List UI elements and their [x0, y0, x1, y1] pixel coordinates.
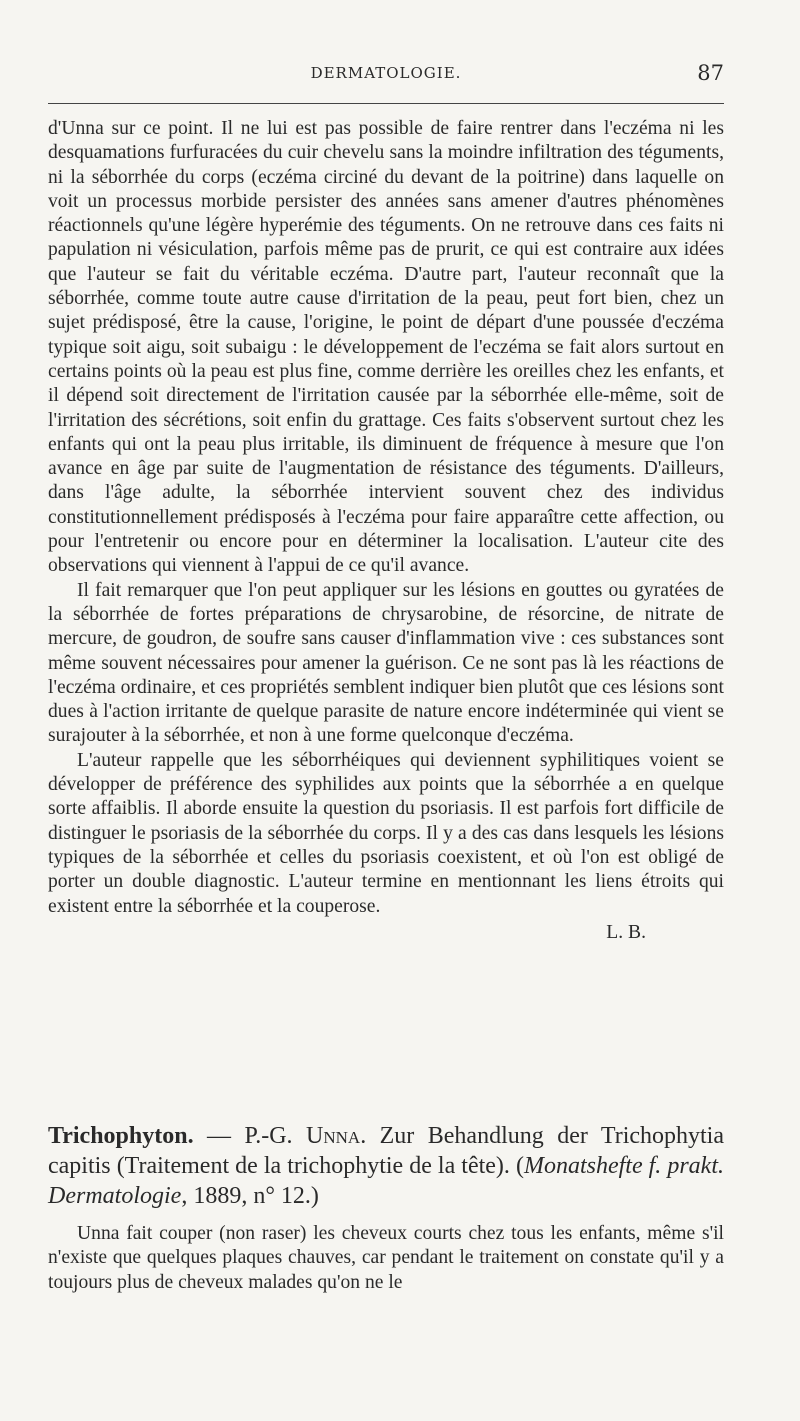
paragraph: d'Unna sur ce point. Il ne lui est pas possible de faire rentrer dans l'eczéma ni les desquamations furfuracées du cuir chevelu sans la moindre infiltration des téguments, ni la séborrhée du corps (eczéma circiné du devant de la poitrine) dans laquelle on voit un processus morbide persister des années sans amener d'autres phénomènes réactionnels qu'une légère hyperémie des téguments. On ne retrouve dans ces faits ni papulation ni vésiculation, parfois même pas de prurit, ce qui est contraire aux idées que l'auteur se fait du véritable eczéma. D'autre part, l'auteur reconnaît que la séborrhée, comme toute autre cause d'irritation de la peau, peut fort bien, chez un sujet prédisposé, être la cause, l'origine, le point de départ d'une poussée d'eczéma typique soit aigu, soit subaigu : le développement de l'eczéma se fait alors surtout en certains points où la peau est plus fine, comme derrière les oreilles chez les enfants, et il dépend soit directement de l'irritation causée par la séborrhée elle-même, soit de l'irritation des sécrétions, soit enfin du grattage. Ces faits s'observent surtout chez les enfants qui ont la peau plus irritable, ils diminuent de fréquence à mesure que l'on avance en âge par suite de l'augmentation de résistance des téguments. D'ailleurs, dans l'âge adulte, la séborrhée intervient souvent chez des individus constitutionnellement prédisposés à l'eczéma pour faire apparaître cette affection, ou pour l'entretenir ou encore pour en déterminer la localisation. L'auteur cite des observations qui viennent à l'appui de ce qu'il avance.: [48, 118, 724, 577]
running-title: DERMATOLOGIE.: [310, 64, 462, 82]
article-text: [48, 1222, 724, 1295]
paragraph: Il fait remarquer que l'on peut appliquer sur les lésions en gouttes ou gyratées de la séborrhée de fortes préparations de chrysarobine, de résorcine, de nitrate de mercure, de goudron, de soufre sans causer d'inflammation vive : ces substances sont même souvent nécessaires pour amener la guérison. Ce ne sont pas là les réactions de l'eczéma ordinaire, et ces propriétés semblent indiquer bien plutôt que ces lésions sont dues à l'action irritante de quelque parasite de nature encore indéterminée qui vient se surajouter à la séborrhée, et non à une forme quelconque d'eczéma.: [48, 579, 724, 747]
journal-name: Monatshefte f. prakt. Dermatologie: [48, 1153, 725, 1209]
header-rule: [48, 103, 724, 104]
heading-dash: —: [193, 1123, 245, 1149]
article-heading: [48, 1121, 724, 1211]
citation-details: , 1889, n° 12.): [181, 1183, 319, 1209]
page-number: 87: [697, 61, 724, 85]
article-title: . Zur Behandlung der Trichophytia capitis (Traitement de la trichophytie de la tête). (: [48, 1123, 725, 1179]
signature: L. B.: [606, 921, 646, 943]
paragraph: Unna fait couper (non raser) les cheveux courts chez tous les enfants, même s'il n'existe que quelques plaques chauves, car pendant le traitement on constate qu'il y a toujours plus de cheveux malades qu'on ne le: [48, 1223, 724, 1293]
author-initials: P.-G.: [244, 1123, 307, 1149]
author-name: Unna: [306, 1123, 361, 1149]
article-keyword: Trichophyton.: [48, 1123, 194, 1149]
paragraph: L'auteur rappelle que les séborrhéiques qui deviennent syphilitiques voient se développer de préférence des syphilides aux points que la séborrhée a en quelque sorte affaiblis. Il aborde ensuite la question du psoriasis. Il est parfois fort difficile de distinguer le psoriasis de la séborrhée du corps. Il y a des cas dans lesquels les lésions typiques de la séborrhée et celles du psoriasis coexistent, et où l'on est obligé de porter un double diagnostic. L'auteur termine en mentionnant les liens étroits qui existent entre la séborrhée et la couperose.: [48, 749, 724, 917]
review-text: [48, 117, 724, 945]
page-header: [48, 61, 724, 94]
